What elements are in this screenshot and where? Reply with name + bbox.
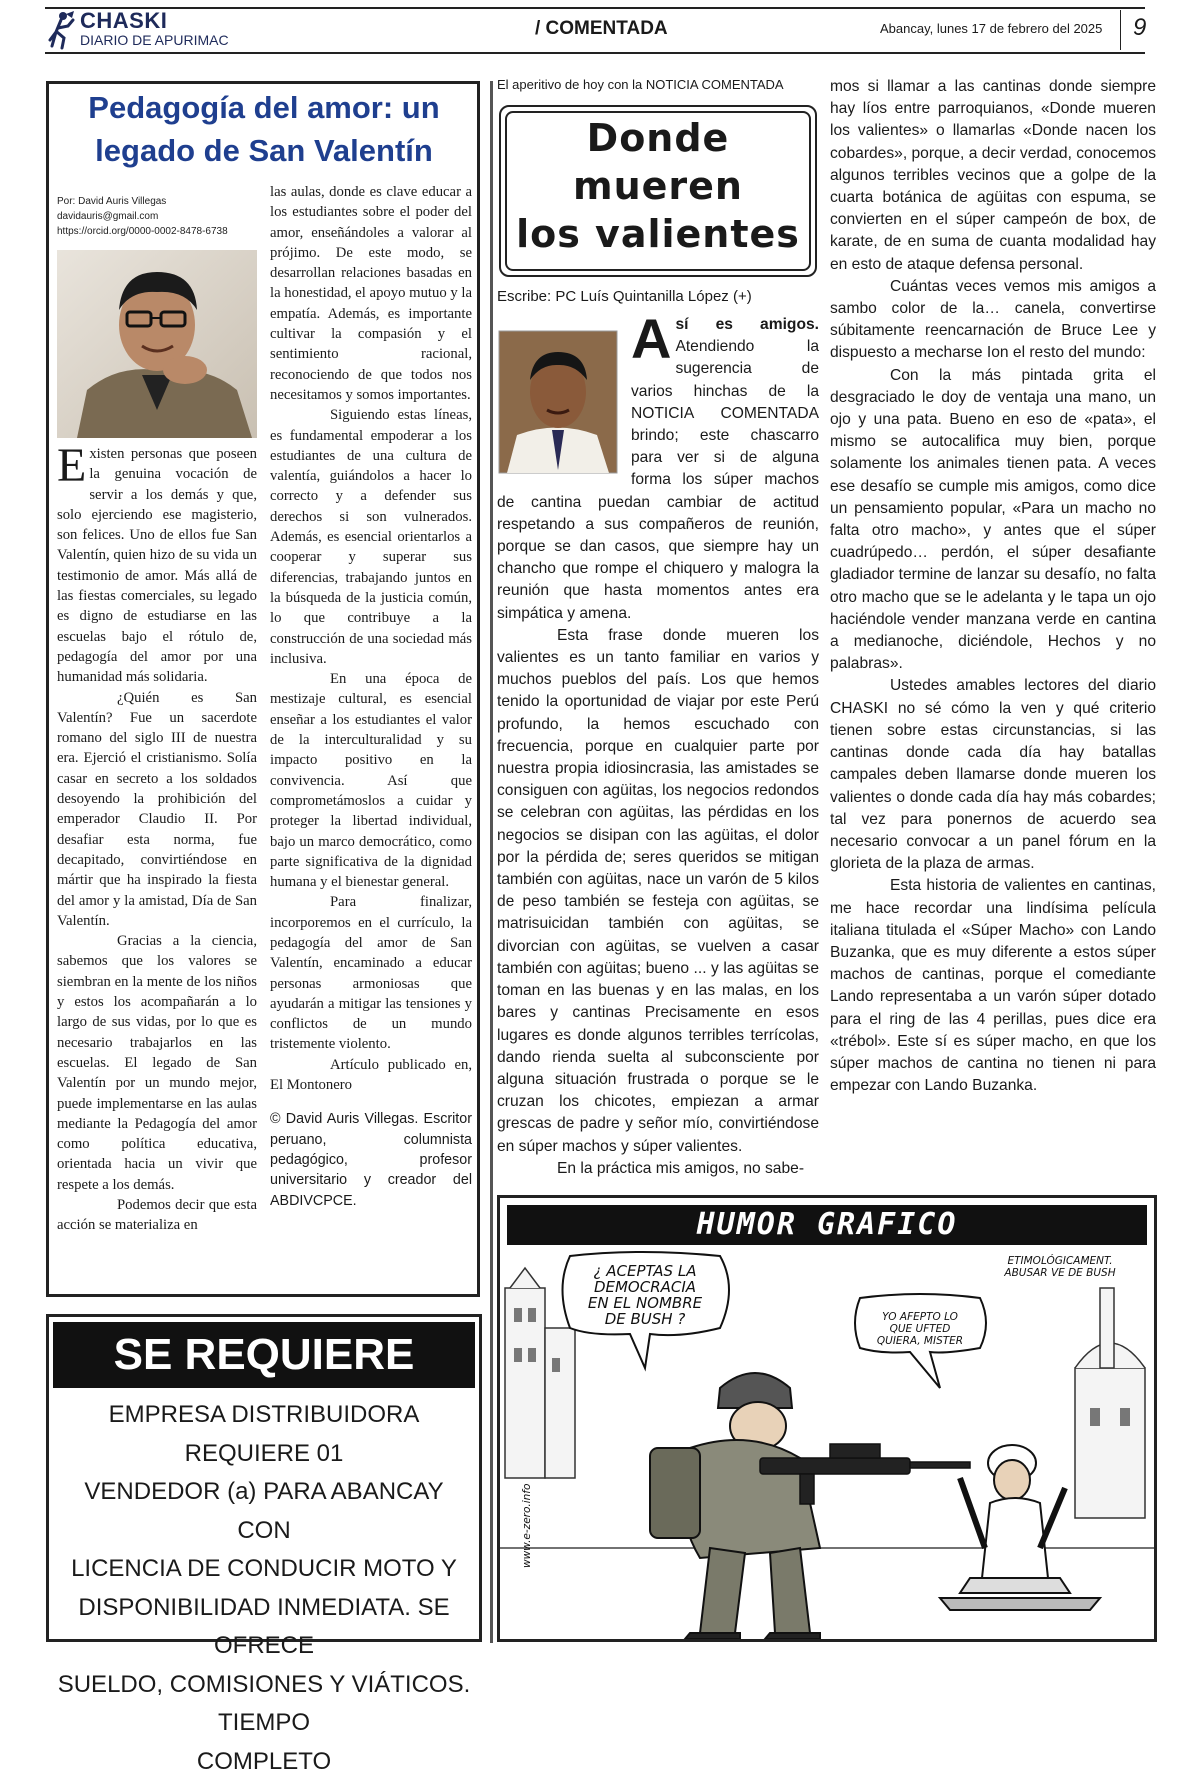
paragraph: Esta frase donde mueren los valientes es un tanto familiar en varios y muchos pueblos del país. Los que hemos tenido la oportunidad de viajar por este Perú profundo, la hemos escuchado con frecuencia, porque en cualquier parte por nuestra propia idiosincrasia, las amistades se consiguen con agüitas, los negocios redondos se celebran con agüitas, las pérdidas en los negocios se disipan con las agüitas, el dolor por la pérdida de; seres queridos se mitigan también con agüitas, nace un varón de 5 kilos de peso también se festeja con agüitas, se matrisuicidan también con agüitas, se divorcian con agüitas, se vuelven a casar también con agüitas; bueno ... y las agüitas se toman en las buenas y en las malas, en los bares y cantinas Precisamente en esos lugares es donde algunos terribles terrícolas, dando rienda suelta al subconsciente por alguna situación frustrada o porque se le cruzan los chicotes, empiezan a armar grescas de padre y señor mío, convirtiéndose en súper machos y súper valientes. bbox=[497, 625, 819, 1158]
cartoon-watermark: www.e-zero.info bbox=[521, 1484, 533, 1568]
cartoon-title: HUMOR GRAFICO bbox=[507, 1205, 1147, 1245]
speech-text: DE BUSH ? bbox=[605, 1310, 686, 1328]
lead-in: sí es amigos. bbox=[675, 316, 819, 333]
speech-text: ¿ ACEPTAS LA bbox=[594, 1262, 697, 1280]
section-title: / COMENTADA bbox=[535, 18, 668, 40]
ad-line: VENDEDOR (a) PARA ABANCAY CON bbox=[56, 1473, 472, 1550]
paragraph: Para finalizar, incorporemos en el currículo, la pedagogía del amor de San Valentín, encaminado a educar personas armoniosas que ayudarán a mitigar las tensiones y conflictos de un mundo tristemente violento. bbox=[270, 892, 472, 1054]
speech-text: DEMOCRACIA bbox=[594, 1278, 696, 1296]
speech-text: QUIERA, MISTER bbox=[877, 1335, 963, 1347]
paragraph: Podemos decir que esta acción se materializa en bbox=[57, 1195, 257, 1236]
ad-line: EMPRESA DISTRIBUIDORA REQUIERE 01 bbox=[56, 1396, 472, 1473]
paragraph: Gracias a la ciencia, sabemos que los valores se siembran en la mente de los niños y estos los acompañarán a lo largo de sus vidas, por lo que es necesario trabajarlos en las escuelas. El legado de San Valentín por un mundo mejor, puede implementarse en las aulas mediante la Pedagogía del amor como política educativa, orientada hacia un vivir que respete a los demás. bbox=[57, 931, 257, 1195]
page-number-divider bbox=[1120, 10, 1121, 50]
title-line: los valientes bbox=[505, 210, 811, 258]
right-article-column bbox=[830, 76, 1156, 1097]
paragraph: En una época de mestizaje cultural, es esencial enseñar a los estudiantes el valor de la interculturalidad y su impacto positivo en la convivencia. Así que comprometámoslos a cuidar y proteger la libertad individual, bajo un marco democrático, como parte significativa de la dignidad humana y el bienestar general. bbox=[270, 669, 472, 892]
classified-ad-heading: SE REQUIERE bbox=[53, 1322, 475, 1388]
middle-article-title bbox=[505, 114, 811, 258]
header-rule-bottom bbox=[45, 52, 1145, 54]
author-photo bbox=[57, 250, 257, 438]
cartoon-caption: ABUSAR VE DE BUSH bbox=[1003, 1267, 1115, 1279]
middle-article-column bbox=[497, 314, 819, 1180]
paragraph: xisten personas que poseen la genuina vocación de servir a los demás y que, solo ejerciendo ese magisterio, son felices. Uno de ellos fue San Valentín, quien hizo de su vida un testimonio de amor. Más allá de las fiestas comerciales, su legado es digno de estudiarse en las escuelas bajo el rótulo de, pedagogía del amor por una humanidad más solidaria. bbox=[57, 446, 257, 685]
classified-ad-body bbox=[56, 1396, 472, 1781]
cartoon-caption: ETIMOLÓGICAMENT. bbox=[1007, 1254, 1112, 1267]
left-article-column-2 bbox=[270, 182, 472, 1211]
paragraph: mos si llamar a las cantinas donde siempre hay líos entre parroquianos, «Donde mueren los valientes» o llamarlas «Donde nacen los cobardes», porque, a decir verdad, conocemos algunos terribles vecinos que a golpe de la cuarta botánica de agüitas con espuma, se convierten en el súper campeón de box, de karate, de en suma de cuanta modalidad hay en esto de ataque defensa personal. bbox=[830, 76, 1156, 276]
political-cartoon bbox=[500, 1248, 1154, 1639]
ad-line: COMPLETO bbox=[56, 1743, 472, 1781]
paragraph: ¿Quién es San Valentín? Fue un sacerdote romano del siglo III de nuestra era. Ejerció el cristianismo. Solía casar en secreto a los soldados desoyendo la prohibición del emperador Claudio II. Por desafiar esta norma, fue decapitado, convirtiéndose en mártir que ha inspirado la fiesta del amor y la amistad, Día de San Valentín. bbox=[57, 688, 257, 932]
chaski-runner-logo-icon bbox=[46, 10, 76, 50]
middle-article-byline: Escribe: PC Luís Quintanilla López (+) bbox=[497, 288, 752, 305]
ad-line: SUELDO, COMISIONES Y VIÁTICOS. TIEMPO bbox=[56, 1666, 472, 1743]
title-line: mueren bbox=[505, 162, 811, 210]
ad-line: DISPONIBILIDAD INMEDIATA. SE OFRECE bbox=[56, 1589, 472, 1666]
speech-text: YO AFEPTO LO bbox=[882, 1311, 958, 1323]
brand-name: CHASKI bbox=[80, 8, 167, 34]
left-article-byline: Por: David Auris Villegas bbox=[57, 196, 166, 207]
paragraph: Con la más pintada grita el desgraciado le doy de ventaja una mano, un ojo y una pata. Bueno en eso de «pata», el mismo se autocalifica muy bien, porque solamente los animales tienen pata. A veces ese desafío se cumple mis amigos, como dice un pensamiento popular, «Para un macho no falta otro macho», y antes que el súper cuadrúpedo… perdón, el súper desafiante gladiador termine de lanzar su desafío, no falta otro macho que se le adelanta y le tapa un ojo haciéndole vender manzana verde en cantina a medianoche, diciéndole, Hechos y no palabras». bbox=[830, 365, 1156, 676]
paragraph: Cuántas veces vemos mis amigos a sambo color de la… canela, convertirse súbitamente reencarnación de Bruce Lee y dispuesto a mecharse Ion el resto del mundo: bbox=[830, 276, 1156, 365]
dateline: Abancay, lunes 17 de febrero del 2025 bbox=[880, 21, 1102, 36]
left-article-email: davidauris@gmail.com bbox=[57, 211, 158, 222]
left-article-title: Pedagogía del amor: un legado de San Valentín bbox=[55, 86, 473, 172]
dropcap: A bbox=[631, 316, 671, 362]
paragraph: Ustedes amables lectores del diario CHASKI no sé cómo la ven y qué criterio tienen sobre estas circunstancias, si las cantinas donde cada día hay batallas campales deben llamarse donde mueren los valientes o donde cada día hay más cobardes; tal vez para ponernos de acuerdo sea necesario convocar a un panel fórum en la glorieta de la plaza de armas. bbox=[830, 675, 1156, 875]
left-article-column-1 bbox=[57, 444, 257, 1236]
header-rule-top bbox=[45, 7, 1145, 9]
author-photo bbox=[497, 330, 625, 480]
paragraph: Atendiendo la sugerencia de varios hinchas de la NOTICIA COMENTADA brindo; este chascarro para ver si de alguna forma los súper machos de cantina puedan cambiar de actitud respetando a sus compañeros de reunión, porque se dan casos, que siempre hay un chancho que rompe el chiquero y malogra la reunión que hasta momentos antes era simpática y amena. bbox=[497, 338, 819, 621]
speech-text: QUE UFTED bbox=[890, 1323, 951, 1335]
middle-article-kicker: El aperitivo de hoy con la NOTICIA COMENTADA bbox=[497, 77, 784, 92]
dropcap: E bbox=[57, 446, 86, 486]
paragraph: Esta historia de valientes en cantinas, me hace recordar una lindísima película italiana titulada el «Súper Macho» con Lando Buzanka, que es muy diferente a estos súper machos de cantinas, porque el comediante Lando representaba a un varón súper dotado para el ring de las 4 perillas, pues dice era «trébol». Este sí es súper macho, en que los súper machos de cantina no tienen ni para empezar con Lando Buzanka. bbox=[830, 875, 1156, 1097]
paragraph: Artículo publicado en, El Montonero bbox=[270, 1055, 472, 1096]
column-divider bbox=[490, 81, 493, 1643]
paragraph: En la práctica mis amigos, no sabe- bbox=[497, 1158, 819, 1180]
page-number: 9 bbox=[1133, 14, 1146, 42]
ad-line: LICENCIA DE CONDUCIR MOTO Y bbox=[56, 1550, 472, 1589]
paragraph: las aulas, donde es clave educar a los estudiantes sobre el poder del amor, enseñándoles a valorar al prójimo. De este modo, se desarrollan relaciones basadas en la honestidad, el apoyo mutuo y la empatía. Además, es importante cultivar la compasión y el sentimiento racional, reconociendo de que todos nos necesitamos y somos importantes. bbox=[270, 182, 472, 405]
paragraph: Siguiendo estas líneas, es fundamental empoderar a los estudiantes de una cultura de valentía, guiándolos a hacer lo correcto y a defender sus derechos si son vulnerados. Además, es esencial orientarlos a cooperar y superar sus diferencias, trabajando juntos en la búsqueda de la justicia común, lo que contribuye a la construcción de una sociedad más inclusiva. bbox=[270, 405, 472, 669]
author-note: © David Auris Villegas. Escritor peruano, columnista pedagógico, profesor universitario y creador del ABDIVCPCE. bbox=[270, 1109, 472, 1210]
brand-subtitle: DIARIO DE APURIMAC bbox=[80, 32, 229, 48]
speech-text: EN EL NOMBRE bbox=[588, 1294, 703, 1312]
left-article-orcid: https://orcid.org/0000-0002-8478-6738 bbox=[57, 226, 228, 237]
title-line: Donde bbox=[505, 114, 811, 162]
